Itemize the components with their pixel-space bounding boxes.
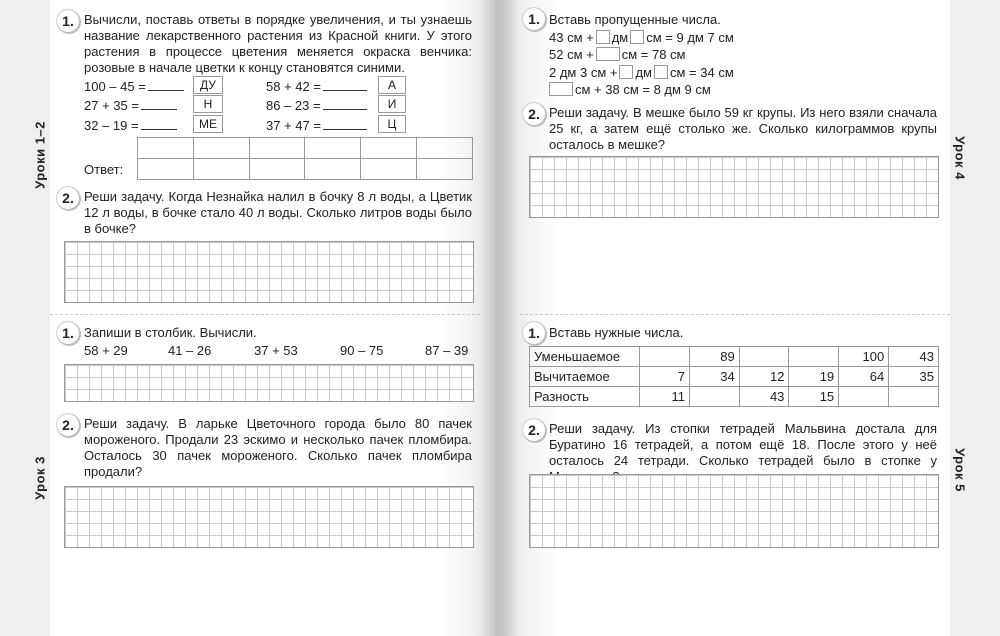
table-cell[interactable]: 15 xyxy=(789,387,839,407)
letter-key: Ц xyxy=(378,115,406,133)
equation: 86 – 23 = xyxy=(266,97,369,114)
answer-blank[interactable] xyxy=(323,117,367,130)
lesson-label-bottom-left: Урок 3 xyxy=(32,456,48,500)
answer-label: Ответ: xyxy=(84,162,124,177)
equation: 100 – 45 = xyxy=(84,78,186,95)
expression: 41 – 26 xyxy=(168,343,212,358)
letter-key: ДУ xyxy=(193,76,223,94)
right-page xyxy=(502,0,1000,636)
left-sidebar xyxy=(0,0,50,636)
table-cell[interactable]: 7 xyxy=(640,367,690,387)
table-cell[interactable]: 12 xyxy=(739,367,789,387)
table-cell[interactable] xyxy=(739,347,789,367)
table-cell[interactable]: 100 xyxy=(839,347,889,367)
task-number: 2. xyxy=(57,187,79,209)
letter-key: Н xyxy=(193,95,223,113)
letter-key: МЕ xyxy=(193,115,223,133)
table-cell[interactable] xyxy=(640,347,690,367)
table-cell[interactable]: 34 xyxy=(689,367,739,387)
answer-blank[interactable] xyxy=(141,97,177,110)
answer-grid[interactable] xyxy=(64,486,474,548)
table-cell[interactable] xyxy=(789,347,839,367)
answer-grid[interactable] xyxy=(64,364,474,402)
letter-key: И xyxy=(378,95,406,113)
number-box[interactable] xyxy=(596,47,620,61)
table-row xyxy=(530,367,939,387)
expression: 37 + 53 xyxy=(254,343,298,358)
equation: 52 см + см = 78 см xyxy=(549,47,686,62)
task-text: Реши задачу. В ларьке Цветочного города было 80 пачек мороженого. Продали 23 эскимо и несколько пачек пломбира. Осталось 30 пачек мороженого. Сколько пачек пломбира продали? xyxy=(84,416,472,479)
answer-table xyxy=(137,137,473,180)
task-number: 1. xyxy=(523,8,545,30)
book-gutter xyxy=(480,0,520,636)
row-label: Вычитаемое xyxy=(530,367,640,387)
task-number: 1. xyxy=(57,322,79,344)
equation: 27 + 35 = xyxy=(84,97,179,114)
table-cell[interactable] xyxy=(839,387,889,407)
table-cell[interactable]: 89 xyxy=(689,347,739,367)
table-cell[interactable]: 43 xyxy=(889,347,939,367)
task-number: 2. xyxy=(523,103,545,125)
table-row xyxy=(530,387,939,407)
table-row xyxy=(530,347,939,367)
number-box[interactable] xyxy=(630,30,644,44)
number-box[interactable] xyxy=(654,65,668,79)
table-cell[interactable]: 43 xyxy=(739,387,789,407)
lesson-label-top-left: Уроки 1–2 xyxy=(32,121,48,189)
task-number: 1. xyxy=(57,10,79,32)
number-box[interactable] xyxy=(596,30,610,44)
row-label: Уменьшаемое xyxy=(530,347,640,367)
section-divider xyxy=(50,314,480,315)
answer-grid[interactable] xyxy=(529,156,939,218)
expression: 87 – 39 xyxy=(425,343,469,358)
number-box[interactable] xyxy=(549,82,573,96)
task-text: Реши задачу. Из стопки тетрадей Мальвина достала для Буратино 16 тетрадей, а потом ещё 18. После этого у неё осталось 24 тетради. Сколько тетрадей было в стопке у xyxy=(549,421,937,468)
table-cell[interactable]: 35 xyxy=(889,367,939,387)
table-cell[interactable]: 64 xyxy=(839,367,889,387)
answer-blank[interactable] xyxy=(148,78,184,91)
task-text: Реши задачу. В мешке было 59 кг крупы. Из него взяли сначала 25 кг, а затем ещё столько же. Сколько килограммов крупы осталось в мешке? xyxy=(549,105,937,152)
lesson-label-top-right: Урок 4 xyxy=(952,136,968,180)
task-text: Вставь нужные числа. xyxy=(549,325,684,340)
expression: 90 – 75 xyxy=(340,343,384,358)
table-cell[interactable]: 11 xyxy=(640,387,690,407)
expression: 58 + 29 xyxy=(84,343,128,358)
answer-blank[interactable] xyxy=(141,117,177,130)
row-label: Разность xyxy=(530,387,640,407)
task-text: Реши задачу. Когда Незнайка налил в бочку 8 л воды, а Цветик 12 л воды, в бочке стало 40 л воды. Сколько литров воды было в бочке? xyxy=(84,189,472,236)
equation: см + 38 см = 8 дм 9 см xyxy=(549,82,711,98)
answer-blank[interactable] xyxy=(323,97,367,110)
answer-grid[interactable] xyxy=(64,241,474,303)
task-text: Запиши в столбик. Вычисли. xyxy=(84,325,257,340)
equation: 43 см + дм см = 9 дм 7 см xyxy=(549,30,734,45)
subtraction-table xyxy=(529,346,939,407)
task-number: 2. xyxy=(57,414,79,436)
section-divider xyxy=(520,314,950,315)
lesson-label-bottom-right: Урок 5 xyxy=(952,448,968,492)
task-text: Вставь пропущенные числа. xyxy=(549,12,721,27)
letter-key: А xyxy=(378,76,406,94)
left-page xyxy=(0,0,498,636)
answer-blank[interactable] xyxy=(323,78,367,91)
right-sidebar xyxy=(950,0,1000,636)
task-number: 2. xyxy=(523,419,545,441)
task-text: Вычисли, поставь ответы в порядке увеличения, и ты узнаешь название лекарственного растения из Красной книги. У этого растения в процессе цветения меняется окраска венчика: розовые в начале цветки к концу становятся синими. xyxy=(84,12,472,75)
table-cell[interactable]: 19 xyxy=(789,367,839,387)
task-number: 1. xyxy=(523,322,545,344)
table-cell[interactable] xyxy=(689,387,739,407)
equation: 32 – 19 = xyxy=(84,117,179,134)
answer-grid[interactable] xyxy=(529,474,939,548)
equation: 2 дм 3 см + дм см = 34 см xyxy=(549,65,734,80)
equation: 58 + 42 = xyxy=(266,78,369,95)
equation: 37 + 47 = xyxy=(266,117,369,134)
table-cell[interactable] xyxy=(889,387,939,407)
number-box[interactable] xyxy=(619,65,633,79)
